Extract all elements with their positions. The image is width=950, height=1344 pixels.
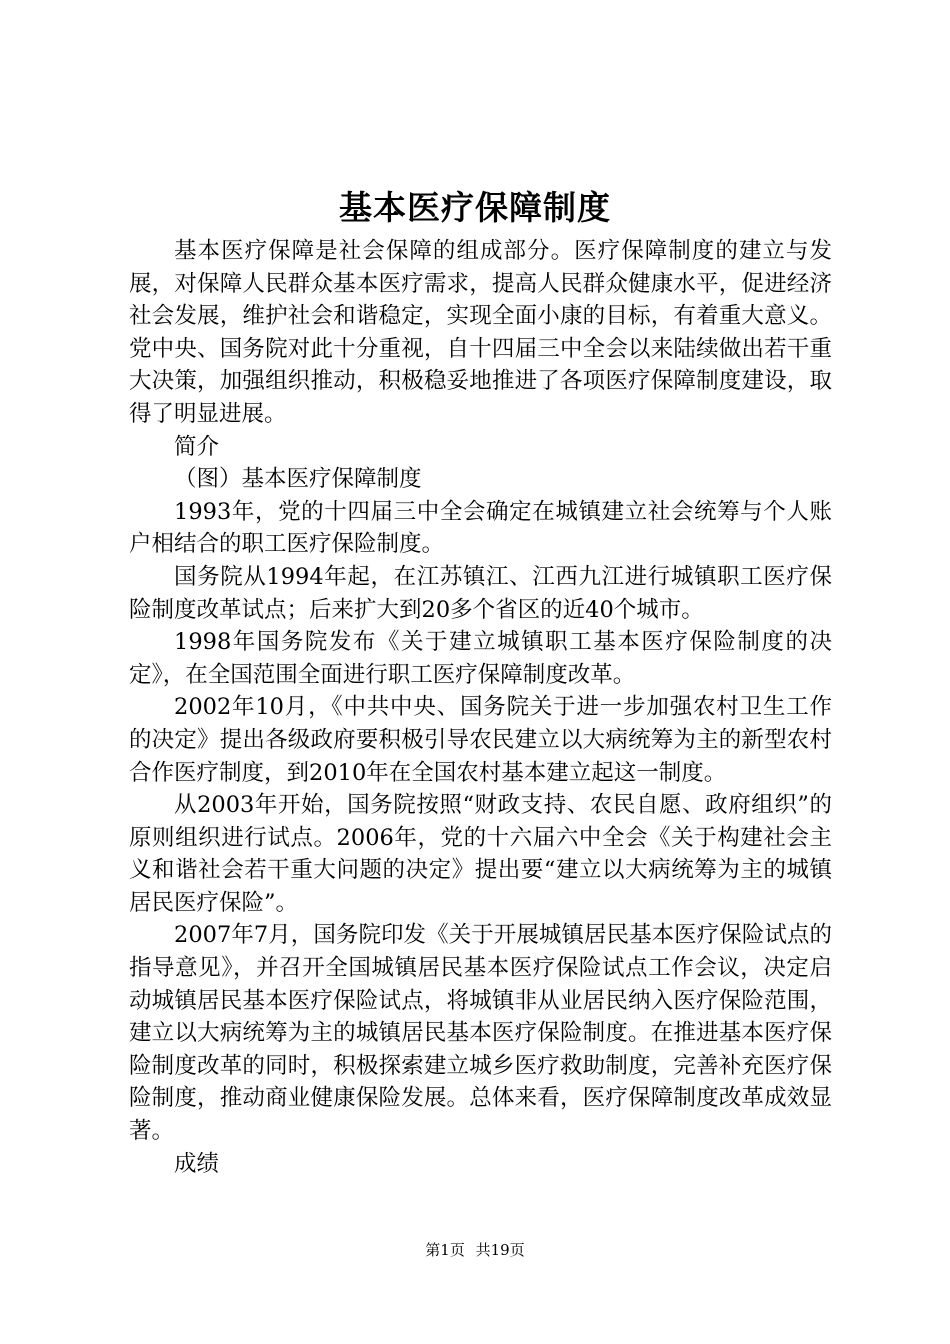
- paragraph-1998: 1998年国务院发布《关于建立城镇职工基本医疗保险制度的决定》，在全国范围全面进行职工医疗保障制度改革。: [129, 629, 832, 688]
- paragraph-2007: 2007年7月，国务院印发《关于开展城镇居民基本医疗保险试点的指导意见》，并召开全国城镇居民基本医疗保险试点工作会议，决定启动城镇居民基本医疗保险试点，将城镇非从业居民纳入医疗保险范围，建立以大病统筹为主的城镇居民基本医疗保险制度。在推进基本医疗保险制度改革的同时，积极探索建立城乡医疗救助制度，完善补充医疗保险制度，推动商业健康保险发展。总体来看，医疗保障制度改革成效显著。: [129, 922, 832, 1145]
- document-body: [129, 235, 832, 1180]
- section-heading-intro: 简介: [174, 433, 220, 460]
- document-title: 基本医疗保障制度: [339, 188, 611, 227]
- paragraph-1994: 国务院从1994年起，在江苏镇江、江西九江进行城镇职工医疗保险制度改革试点；后来扩大到20多个省区的近40个城市。: [129, 563, 832, 623]
- section-heading-achievements: 成绩: [174, 1150, 220, 1177]
- total-pages: 共19页: [475, 1241, 525, 1259]
- paragraph-2003: 从2003年开始，国务院按照“财政支持、农民自愿、政府组织”的原则组织进行试点。2006年，党的十六届六中全会《关于构建社会主义和谐社会若干重大问题的决定》提出要“建立以大病统筹为主的城镇居民医疗保险”。: [129, 792, 832, 916]
- figure-caption: （图）基本医疗保障制度: [174, 466, 422, 493]
- page-footer: [0, 1240, 950, 1260]
- paragraph-2002: 2002年10月，《中共中央、国务院关于进一步加强农村卫生工作的决定》提出各级政府要积极引导农民建立以大病统筹为主的新型农村合作医疗制度，到2010年在全国农村基本建立起这一制度。: [129, 694, 832, 786]
- paragraph-intro: 基本医疗保障是社会保障的组成部分。医疗保障制度的建立与发展，对保障人民群众基本医疗需求，提高人民群众健康水平，促进经济社会发展，维护社会和谐稳定，实现全面小康的目标，有着重大意义。党中央、国务院对此十分重视，自十四届三中全会以来陆续做出若干重大决策，加强组织推动，积极稳妥地推进了各项医疗保障制度建设，取得了明显进展。: [129, 238, 832, 427]
- paragraph-1993: 1993年，党的十四届三中全会确定在城镇建立社会统筹与个人账户相结合的职工医疗保险制度。: [129, 498, 832, 558]
- page-number: 第1页: [425, 1241, 465, 1259]
